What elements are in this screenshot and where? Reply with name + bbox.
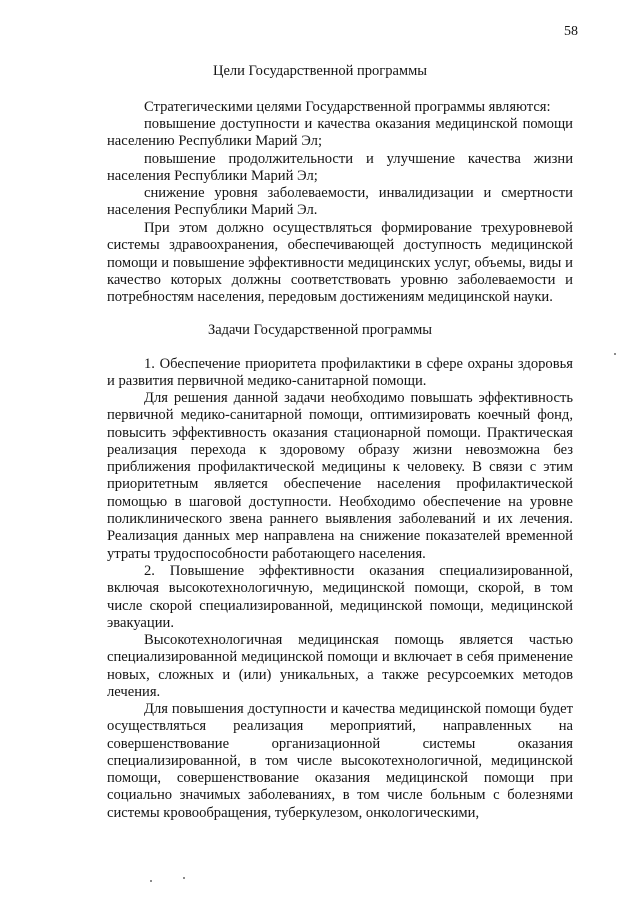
goal-item-morbidity: снижение уровня заболеваемости, инвалидизации и смертности населения Республики Марий Эл.: [107, 185, 573, 219]
goal-item-access: повышение доступности и качества оказания медицинской помощи населению Республики Марий Эл;: [107, 116, 573, 150]
task-1-paragraph: Для решения данной задачи необходимо повышать эффективность первичной медико-санитарной помощи, оптимизировать коечный фонд, повысить эффективность оказания стационарной помощи. Практическая реализация перехода к здоровому образу жизни невозможна без приближения профилактической медицины к человеку. В связи с этим приоритетным является обеспечение населения профилактической помощью в шаговой доступности. Необходимо обеспечение на уровне поликлинического звена раннего выявления заболеваний и их лечения. Реализация данных мер направлена на снижение показателей временной утраты трудоспособности работающего населения.: [107, 390, 573, 562]
scan-speck: [150, 880, 152, 882]
high-tech-paragraph: Высокотехнологичная медицинская помощь является частью специализированной медицинской помощи и включает в себя применение новых, сложных и (или) уникальных, а также ресурсоемких методов лечения.: [107, 632, 573, 700]
goals-heading: Цели Государственной программы: [212, 63, 427, 79]
goals-system-paragraph: При этом должно осуществляться формирование трехуровневой системы здравоохранения, обеспечивающей доступность медицинской помощи и повышение эффективности медицинских услуг, объемы, виды и качество которых должны соответствовать уровню заболеваемости и потребностям населения, передовым достижениям медицинской науки.: [107, 220, 573, 306]
tasks-heading: Задачи Государственной программы: [207, 322, 433, 338]
page-number: 58: [564, 24, 578, 39]
scan-speck: [614, 353, 616, 355]
task-1-title: 1. Обеспечение приоритета профилактики в сфере охраны здоровья и развития первичной медико-санитарной помощи.: [107, 356, 573, 390]
goal-item-life: повышение продолжительности и улучшение качества жизни населения Республики Марий Эл;: [107, 151, 573, 185]
task-2-title: 2. Повышение эффективности оказания специализированной, включая высокотехнологичную, медицинской помощи, скорой, в том числе скорой специализированной, медицинской помощи, медицинской эвакуации.: [107, 563, 573, 631]
goals-intro: Стратегическими целями Государственной программы являются:: [144, 99, 551, 115]
scan-speck: [183, 877, 185, 879]
measures-paragraph: Для повышения доступности и качества медицинской помощи будет осуществляться реализация мероприятий, направленных на совершенствование организационной системы оказания специализированной, в том числе высокотехнологичной, медицинской помощи, совершенствование оказания медицинской помощи при социально значимых заболеваниях, в том числе больным с болезнями системы кровообращения, туберкулезом, онкологическими,: [107, 701, 573, 821]
